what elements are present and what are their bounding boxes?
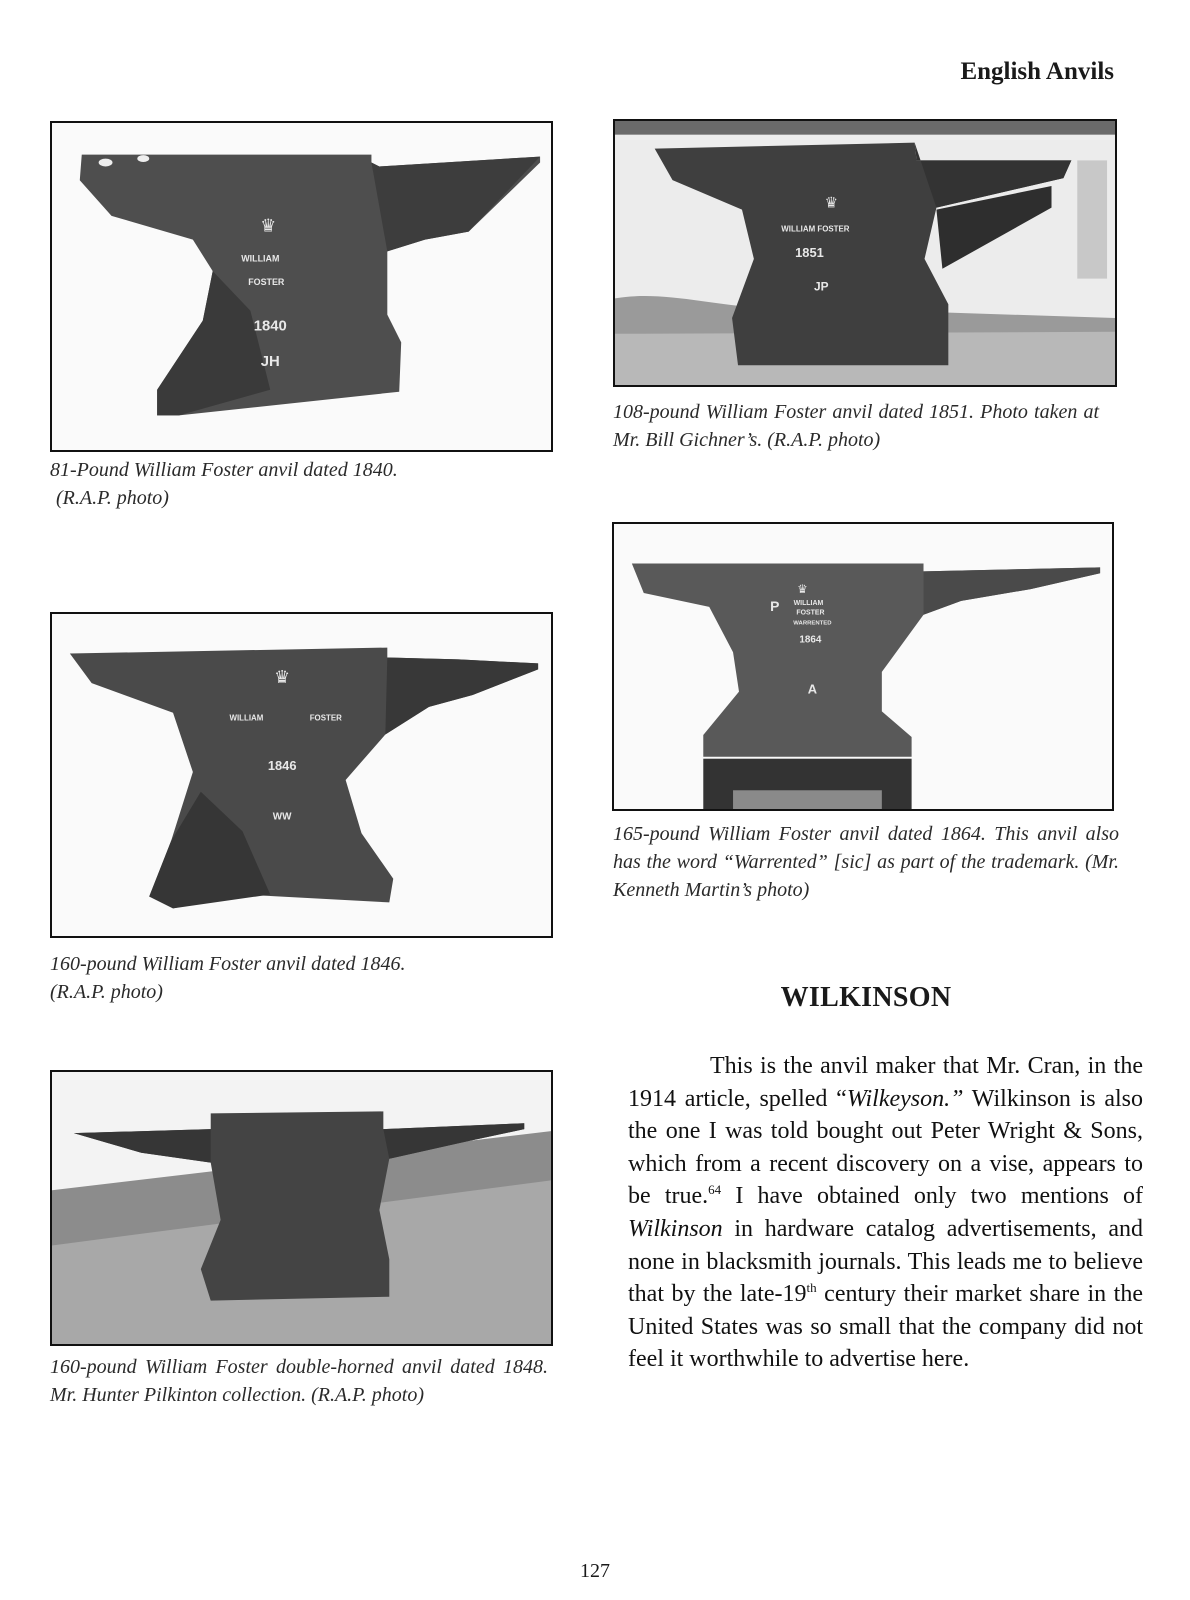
svg-text:P: P bbox=[770, 597, 780, 614]
svg-text:♛: ♛ bbox=[274, 667, 291, 688]
svg-text:♛: ♛ bbox=[260, 215, 277, 236]
footnote-ref[interactable]: 64 bbox=[708, 1182, 722, 1198]
stamp-year: 1864 bbox=[799, 634, 822, 646]
body-paragraph bbox=[628, 1050, 1143, 1376]
stamp-initials: JH bbox=[260, 354, 280, 371]
caption-line: 81-Pound William Foster anvil dated 1840. bbox=[50, 459, 398, 481]
anvil-photo-1848 bbox=[50, 1070, 553, 1346]
stamp-initials: WW bbox=[272, 811, 292, 823]
section-body bbox=[628, 1050, 1143, 1376]
photo-caption: 165-pound William Foster anvil dated 1864. This anvil also has the word “Warrented” [sic] as part of the trademark. (Mr. Kenneth Martin’s photo) bbox=[613, 823, 1119, 901]
running-header: English Anvils bbox=[960, 58, 1114, 85]
stamp-year: 1840 bbox=[253, 318, 287, 335]
text-run: century their market share in the United States was so small that the company did not feel it worthwhile to advertise here. bbox=[628, 1281, 1143, 1373]
caption-line-2: (R.A.P. photo) bbox=[50, 981, 163, 1003]
caption-line-2: (R.A.P. photo) bbox=[56, 487, 169, 509]
stamp-warranty: WARRENTED bbox=[793, 620, 832, 627]
caption-line: 160-pound William Foster anvil dated 1846. bbox=[50, 953, 406, 975]
stamp-maker-2: FOSTER bbox=[309, 713, 342, 723]
stamp-year: 1851 bbox=[795, 244, 824, 260]
text-run: Wilkinson is also the one I was told bought out Peter Wright & Sons, which from a recent discovery on a vise, appears to be true. bbox=[628, 1085, 1143, 1210]
anvil-photo-1864 bbox=[612, 522, 1114, 811]
text-run: This is the anvil maker that Mr. Cran, in the 1914 article, spelled “ bbox=[628, 1053, 1143, 1112]
page-number: 127 bbox=[580, 1560, 610, 1582]
section-heading: WILKINSON bbox=[780, 982, 952, 1013]
stamp-maker-2: FOSTER bbox=[796, 609, 825, 617]
photo-caption: 160-pound William Foster double-horned anvil dated 1848. Mr. Hunter Pilkinton collection. (R.A.P. photo) bbox=[50, 1356, 548, 1406]
stamp-initials: A bbox=[807, 681, 818, 697]
photo-caption bbox=[50, 456, 570, 512]
superscript: th bbox=[806, 1280, 817, 1296]
stamp-maker: WILLIAM FOSTER bbox=[781, 224, 850, 234]
svg-text:♛: ♛ bbox=[824, 195, 838, 212]
anvil-photo-1840 bbox=[50, 121, 553, 452]
text-run-italic: Wilkeyson.” bbox=[846, 1085, 964, 1112]
stamp-maker: WILLIAM bbox=[241, 253, 280, 264]
anvil-photo-1846 bbox=[50, 612, 553, 938]
stamp-initials: JP bbox=[814, 279, 829, 294]
text-run: in hardware catalog advertisements, and none in blacksmith journals. This leads me to believe that by the late-19 bbox=[628, 1215, 1143, 1308]
anvil-photo-1851 bbox=[613, 119, 1117, 387]
svg-text:♛: ♛ bbox=[797, 582, 808, 597]
text-run-italic: Wilkinson bbox=[628, 1215, 723, 1242]
photo-caption: 108-pound William Foster anvil dated 1851. Photo taken at Mr. Bill Gichner’s. (R.A.P. photo) bbox=[613, 401, 1099, 451]
stamp-maker-2: FOSTER bbox=[248, 277, 285, 288]
photo-caption bbox=[50, 950, 570, 1006]
stamp-maker: WILLIAM bbox=[229, 713, 264, 723]
stamp-year: 1846 bbox=[267, 758, 297, 774]
text-run: I have obtained only two mentions of bbox=[721, 1183, 1144, 1210]
stamp-maker: WILLIAM bbox=[793, 599, 824, 607]
